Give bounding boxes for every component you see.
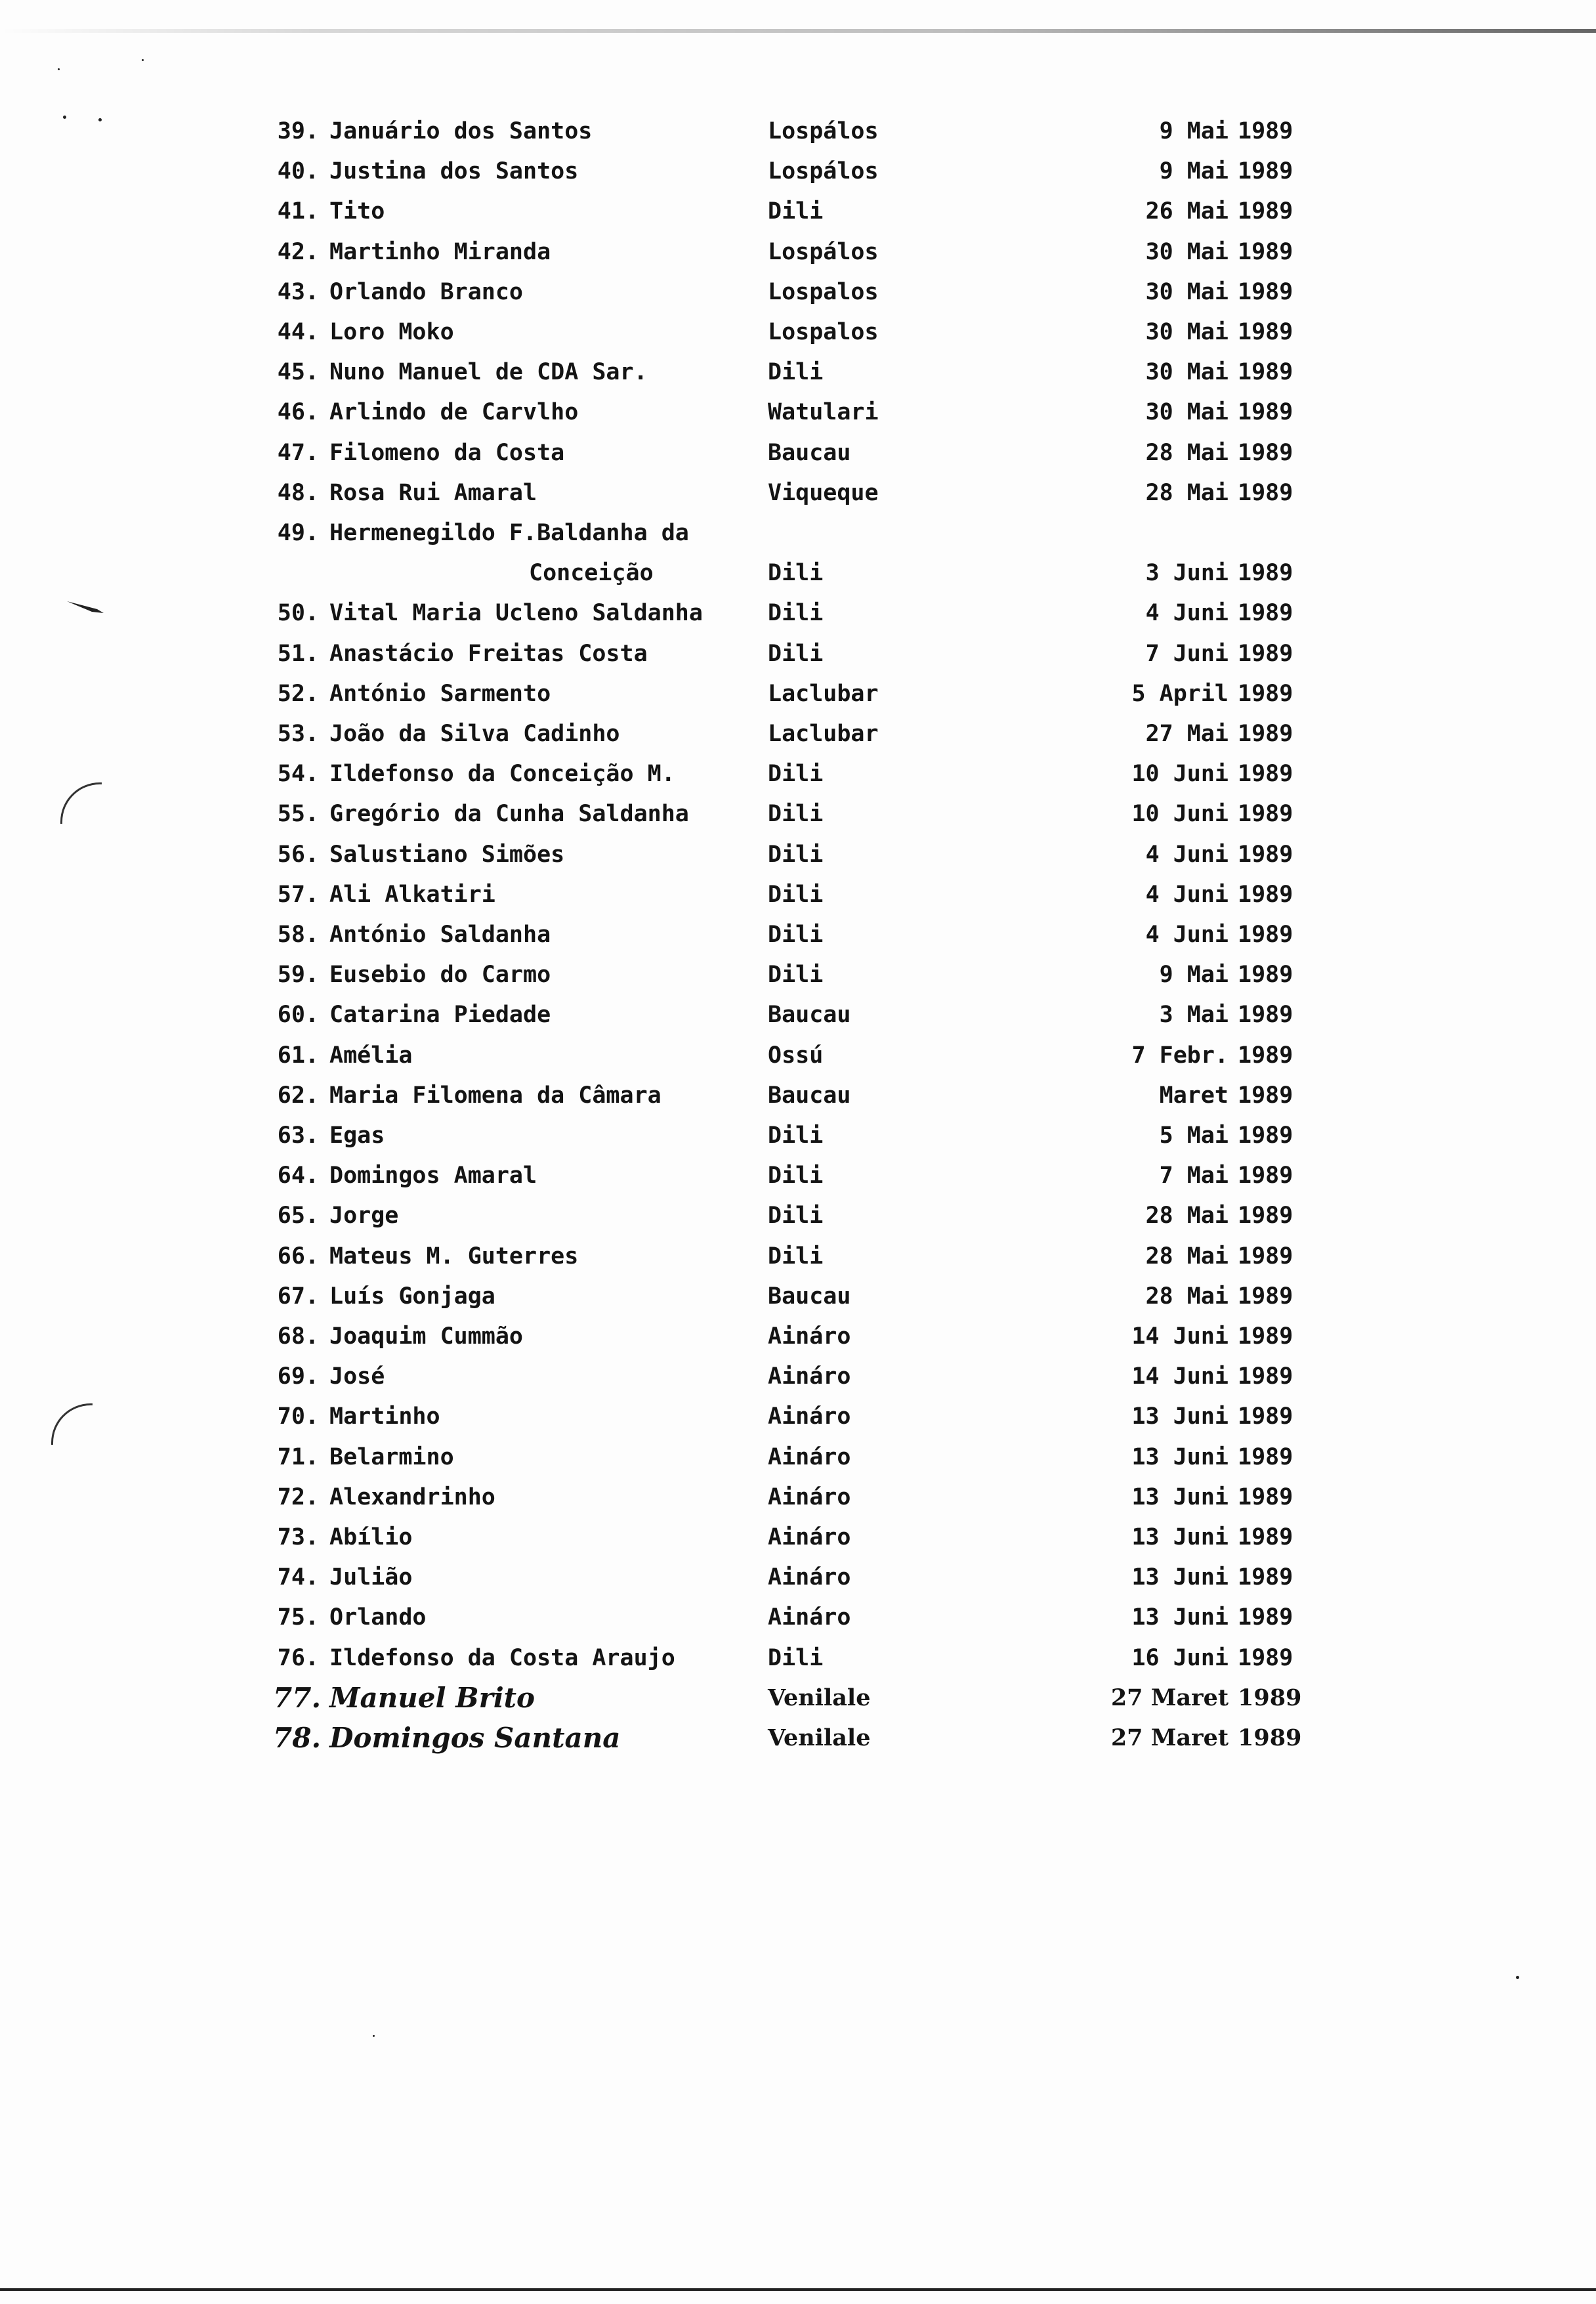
entry-name: Anastácio Freitas Costa — [329, 640, 648, 667]
entry-name: Martinho — [329, 1403, 440, 1430]
entry-place: Aináro — [768, 1524, 851, 1550]
list-item — [0, 1197, 1596, 1234]
entry-place: Aináro — [768, 1604, 851, 1631]
list-item — [0, 1720, 1596, 1757]
entry-year: 1989 — [1238, 118, 1293, 144]
entry-place: Laclubar — [768, 680, 879, 707]
entry-date: 9 Mai — [1159, 118, 1228, 144]
entry-date: 13 Juni — [1131, 1443, 1228, 1470]
list-item — [0, 756, 1596, 792]
entry-date: 30 Mai — [1145, 399, 1228, 426]
entry-year: 1989 — [1238, 238, 1293, 265]
entry-name: Alexandrinho — [329, 1483, 495, 1510]
entry-number: 59. — [277, 962, 319, 989]
entry-name: Eusebio do Carmo — [329, 962, 551, 989]
entry-name: Ildefonso da Conceição M. — [329, 761, 675, 788]
list-item — [0, 1238, 1596, 1275]
entry-number: 49. — [277, 520, 319, 546]
entry-name: Amélia — [329, 1042, 413, 1069]
entry-year: 1989 — [1238, 1122, 1293, 1149]
entry-year: 1989 — [1238, 278, 1293, 305]
entry-date: 28 Mai — [1145, 1243, 1228, 1269]
entry-year: 1989 — [1238, 198, 1293, 225]
entry-place: Viqueque — [768, 479, 879, 506]
entry-place: Lospálos — [768, 158, 879, 185]
entry-number: 68. — [277, 1323, 319, 1350]
entry-name: Januário dos Santos — [329, 118, 593, 144]
entry-place: Aináro — [768, 1443, 851, 1470]
entry-number: 62. — [277, 1082, 319, 1109]
scan-speck — [58, 68, 60, 70]
entry-number: 55. — [277, 801, 319, 828]
list-item — [0, 1077, 1596, 1114]
entry-name: Mateus M. Guterres — [329, 1243, 579, 1269]
list-item — [0, 1358, 1596, 1395]
entry-number: 63. — [277, 1122, 319, 1149]
entry-number: 70. — [277, 1403, 319, 1430]
list-item — [0, 1599, 1596, 1636]
entry-date: 26 Mai — [1145, 198, 1228, 225]
entry-year: 1989 — [1238, 359, 1293, 386]
list-item — [0, 1037, 1596, 1074]
entry-place: Dili — [768, 1163, 824, 1189]
entry-name: Orlando — [329, 1604, 427, 1631]
list-item — [0, 1479, 1596, 1516]
entry-date: 5 Mai — [1159, 1122, 1228, 1149]
entry-name: Ildefonso da Costa Araujo — [329, 1644, 675, 1671]
entry-number: 39. — [277, 118, 319, 144]
entry-year: 1989 — [1238, 1082, 1293, 1109]
entry-place: Dili — [768, 1644, 824, 1671]
entry-year: 1989 — [1238, 801, 1293, 828]
list-item — [0, 1318, 1596, 1355]
entry-date: 7 Febr. — [1131, 1042, 1228, 1069]
entry-number: 66. — [277, 1243, 319, 1269]
list-item — [0, 1559, 1596, 1596]
entry-year: 1989 — [1238, 1283, 1293, 1310]
list-item — [0, 113, 1596, 150]
entry-year: 1989 — [1238, 600, 1293, 627]
entry-name: Vital Maria Ucleno Saldanha — [329, 600, 703, 627]
entry-place: Venilale — [768, 1684, 871, 1711]
scan-speck — [373, 2035, 375, 2037]
list-item — [0, 274, 1596, 310]
entry-year: 1989 — [1238, 1483, 1293, 1510]
entry-place: Dili — [768, 841, 824, 868]
entry-name: Orlando Branco — [329, 278, 524, 305]
entry-name: Catarina Piedade — [329, 1002, 551, 1029]
entry-place: Watulari — [768, 399, 879, 426]
entry-number: 42. — [277, 238, 319, 265]
entry-year: 1989 — [1238, 922, 1293, 948]
entry-date: 30 Mai — [1145, 238, 1228, 265]
list-item — [0, 1680, 1596, 1717]
list-item — [0, 836, 1596, 873]
entry-name: Egas — [329, 1122, 385, 1149]
entry-place: Laclubar — [768, 721, 879, 747]
entry-place: Dili — [768, 640, 824, 667]
entry-date: Maret — [1159, 1082, 1228, 1109]
entry-number: 57. — [277, 881, 319, 908]
entry-date: 13 Juni — [1131, 1564, 1228, 1591]
entry-number: 53. — [277, 721, 319, 747]
list-item — [0, 1519, 1596, 1556]
entry-year: 1989 — [1238, 158, 1293, 185]
list-item — [0, 153, 1596, 190]
entry-name: Salustiano Simões — [329, 841, 565, 868]
list-item — [0, 635, 1596, 672]
entry-name: Gregório da Cunha Saldanha — [329, 801, 689, 828]
entry-date: 7 Mai — [1159, 1163, 1228, 1189]
entry-place: Aináro — [768, 1323, 851, 1350]
list-item — [0, 234, 1596, 270]
scan-bottom-edge — [0, 2288, 1596, 2291]
entry-place: Lospálos — [768, 118, 879, 144]
entry-name: João da Silva Cadinho — [329, 721, 620, 747]
entry-date: 3 Mai — [1159, 1002, 1228, 1029]
entry-number: 72. — [277, 1483, 319, 1510]
list-item — [0, 996, 1596, 1033]
scan-speck — [142, 59, 144, 61]
entry-number: 64. — [277, 1163, 319, 1189]
entry-name: Ali Alkatiri — [329, 881, 495, 908]
list-item — [0, 193, 1596, 230]
entry-name: Jorge — [329, 1203, 399, 1229]
list-item-continuation — [0, 555, 1596, 591]
entry-year: 1989 — [1238, 962, 1293, 989]
entry-number: 76. — [277, 1644, 319, 1671]
entry-year: 1989 — [1238, 1604, 1293, 1631]
entry-place: Dili — [768, 1122, 824, 1149]
entry-year: 1989 — [1238, 841, 1293, 868]
entry-year: 1989 — [1238, 1363, 1293, 1390]
entry-year: 1989 — [1238, 1323, 1293, 1350]
entry-year: 1989 — [1238, 721, 1293, 747]
entry-date: 13 Juni — [1131, 1403, 1228, 1430]
entry-number: 50. — [277, 600, 319, 627]
entry-name: Belarmino — [329, 1443, 454, 1470]
entry-number: 77. — [273, 1681, 322, 1714]
list-item — [0, 1398, 1596, 1435]
entry-name: Domingos Santana — [329, 1722, 621, 1754]
entry-number: 54. — [277, 761, 319, 788]
entry-date: 30 Mai — [1145, 278, 1228, 305]
entry-name: António Saldanha — [329, 922, 551, 948]
entry-place: Dili — [768, 198, 824, 225]
entry-number: 52. — [277, 680, 319, 707]
entry-place: Baucau — [768, 1082, 851, 1109]
entry-place: Aináro — [768, 1483, 851, 1510]
entry-date: 28 Mai — [1145, 1203, 1228, 1229]
list-item — [0, 715, 1596, 752]
entry-name: Abílio — [329, 1524, 413, 1550]
entry-year: 1989 — [1238, 881, 1293, 908]
entry-year: 1989 — [1238, 761, 1293, 788]
list-item — [0, 1640, 1596, 1676]
entry-number: 65. — [277, 1203, 319, 1229]
entry-place: Dili — [768, 962, 824, 989]
entry-place: Ossú — [768, 1042, 824, 1069]
entry-place: Lospalos — [768, 319, 879, 345]
list-item — [0, 475, 1596, 511]
entry-date: 4 Juni — [1145, 600, 1228, 627]
entry-year: 1989 — [1238, 680, 1293, 707]
entry-date: 27 Maret — [1110, 1684, 1228, 1711]
entry-year: 1989 — [1238, 1403, 1293, 1430]
entry-date: 3 Juni — [1145, 560, 1228, 587]
entry-year: 1989 — [1238, 1644, 1293, 1671]
entry-place: Baucau — [768, 1002, 851, 1029]
list-item — [0, 675, 1596, 712]
entry-year: 1989 — [1238, 439, 1293, 466]
entry-number: 78. — [273, 1722, 322, 1754]
entry-name: Loro Moko — [329, 319, 454, 345]
entry-date: 13 Juni — [1131, 1604, 1228, 1631]
entry-name: Manuel Brito — [329, 1681, 536, 1714]
entry-number: 73. — [277, 1524, 319, 1550]
entry-place: Dili — [768, 881, 824, 908]
entry-name: Joaquim Cummão — [329, 1323, 524, 1350]
entry-year: 1989 — [1238, 560, 1293, 587]
entry-number: 44. — [277, 319, 319, 345]
entry-place: Aináro — [768, 1403, 851, 1430]
entry-year: 1989 — [1238, 479, 1293, 506]
list-item — [0, 314, 1596, 351]
entry-year: 1989 — [1238, 399, 1293, 426]
entry-date: 27 Maret — [1110, 1724, 1228, 1751]
entry-date: 30 Mai — [1145, 359, 1228, 386]
entry-name: Rosa Rui Amaral — [329, 479, 537, 506]
entry-number: 58. — [277, 922, 319, 948]
entry-name: António Sarmento — [329, 680, 551, 707]
entry-number: 43. — [277, 278, 319, 305]
entry-number: 51. — [277, 640, 319, 667]
entry-date: 27 Mai — [1145, 721, 1228, 747]
list-item — [0, 1157, 1596, 1194]
entry-year: 1989 — [1238, 1524, 1293, 1550]
list-item — [0, 1439, 1596, 1476]
entry-date: 4 Juni — [1145, 841, 1228, 868]
list-item — [0, 956, 1596, 993]
entry-date: 28 Mai — [1145, 1283, 1228, 1310]
entry-place: Dili — [768, 1203, 824, 1229]
entry-number: 48. — [277, 479, 319, 506]
entry-date: 4 Juni — [1145, 922, 1228, 948]
entry-year: 1989 — [1238, 319, 1293, 345]
entry-year: 1989 — [1238, 640, 1293, 667]
entry-name: Martinho Miranda — [329, 238, 551, 265]
entry-date: 28 Mai — [1145, 439, 1228, 466]
list-item — [0, 354, 1596, 391]
entry-name: Filomeno da Costa — [329, 439, 565, 466]
entry-year: 1989 — [1238, 1002, 1293, 1029]
entry-year: 1989 — [1238, 1203, 1293, 1229]
entry-place: Baucau — [768, 439, 851, 466]
entry-place: Venilale — [768, 1724, 871, 1751]
entry-number: 47. — [277, 439, 319, 466]
entry-number: 75. — [277, 1604, 319, 1631]
entry-name: Nuno Manuel de CDA Sar. — [329, 359, 648, 386]
list-item — [0, 515, 1596, 551]
entry-number: 74. — [277, 1564, 319, 1591]
entry-place: Dili — [768, 560, 824, 587]
entry-number: 40. — [277, 158, 319, 185]
entry-place: Dili — [768, 922, 824, 948]
entry-number: 56. — [277, 841, 319, 868]
entry-year: 1989 — [1238, 1443, 1293, 1470]
entry-name: Justina dos Santos — [329, 158, 579, 185]
entry-year: 1989 — [1238, 1564, 1293, 1591]
entry-place: Lospalos — [768, 278, 879, 305]
entry-number: 67. — [277, 1283, 319, 1310]
entry-place: Dili — [768, 600, 824, 627]
list-item — [0, 876, 1596, 913]
list-item — [0, 394, 1596, 431]
list-item — [0, 916, 1596, 953]
entry-date: 28 Mai — [1145, 479, 1228, 506]
entry-date: 14 Juni — [1131, 1363, 1228, 1390]
entry-number: 69. — [277, 1363, 319, 1390]
entry-date: 30 Mai — [1145, 319, 1228, 345]
list-item — [0, 435, 1596, 471]
entry-name: José — [329, 1363, 385, 1390]
entry-place: Lospálos — [768, 238, 879, 265]
entry-number: 45. — [277, 359, 319, 386]
entry-name: Julião — [329, 1564, 413, 1591]
entry-place: Dili — [768, 761, 824, 788]
entry-date: 10 Juni — [1131, 761, 1228, 788]
entry-place: Aináro — [768, 1564, 851, 1591]
entry-date: 13 Juni — [1131, 1524, 1228, 1550]
entry-number: 60. — [277, 1002, 319, 1029]
entry-number: 46. — [277, 399, 319, 426]
entry-name: Arlindo de Carvlho — [329, 399, 579, 426]
list-item — [0, 1117, 1596, 1154]
entry-date: 9 Mai — [1159, 962, 1228, 989]
entry-year: 1989 — [1238, 1163, 1293, 1189]
entry-year: 1989 — [1238, 1243, 1293, 1269]
entry-date: 7 Juni — [1145, 640, 1228, 667]
scan-speck — [1516, 1976, 1519, 1979]
entry-year: 1989 — [1238, 1684, 1302, 1711]
entry-place: Baucau — [768, 1283, 851, 1310]
scan-top-edge — [0, 29, 1596, 33]
entry-place: Dili — [768, 801, 824, 828]
entry-name: Tito — [329, 198, 385, 225]
entry-date: 4 Juni — [1145, 881, 1228, 908]
entry-place: Dili — [768, 359, 824, 386]
entry-name: Domingos Amaral — [329, 1163, 537, 1189]
entry-place: Aináro — [768, 1363, 851, 1390]
entry-date: 10 Juni — [1131, 801, 1228, 828]
entry-number: 41. — [277, 198, 319, 225]
entry-number: 61. — [277, 1042, 319, 1069]
entry-date: 14 Juni — [1131, 1323, 1228, 1350]
entry-year: 1989 — [1238, 1042, 1293, 1069]
list-item — [0, 595, 1596, 631]
entry-date: 13 Juni — [1131, 1483, 1228, 1510]
entry-name: Luís Gonjaga — [329, 1283, 495, 1310]
list-item — [0, 1278, 1596, 1315]
entry-place: Dili — [768, 1243, 824, 1269]
entry-year: 1989 — [1238, 1724, 1302, 1751]
entry-number: 71. — [277, 1443, 319, 1470]
entry-name: Hermenegildo F.Baldanha da — [329, 520, 689, 546]
entry-date: 9 Mai — [1159, 158, 1228, 185]
entry-date: 5 April — [1131, 680, 1228, 707]
list-item — [0, 796, 1596, 832]
entry-date: 16 Juni — [1131, 1644, 1228, 1671]
entry-name: Maria Filomena da Câmara — [329, 1082, 662, 1109]
entry-name-continuation: Conceição — [529, 560, 654, 587]
